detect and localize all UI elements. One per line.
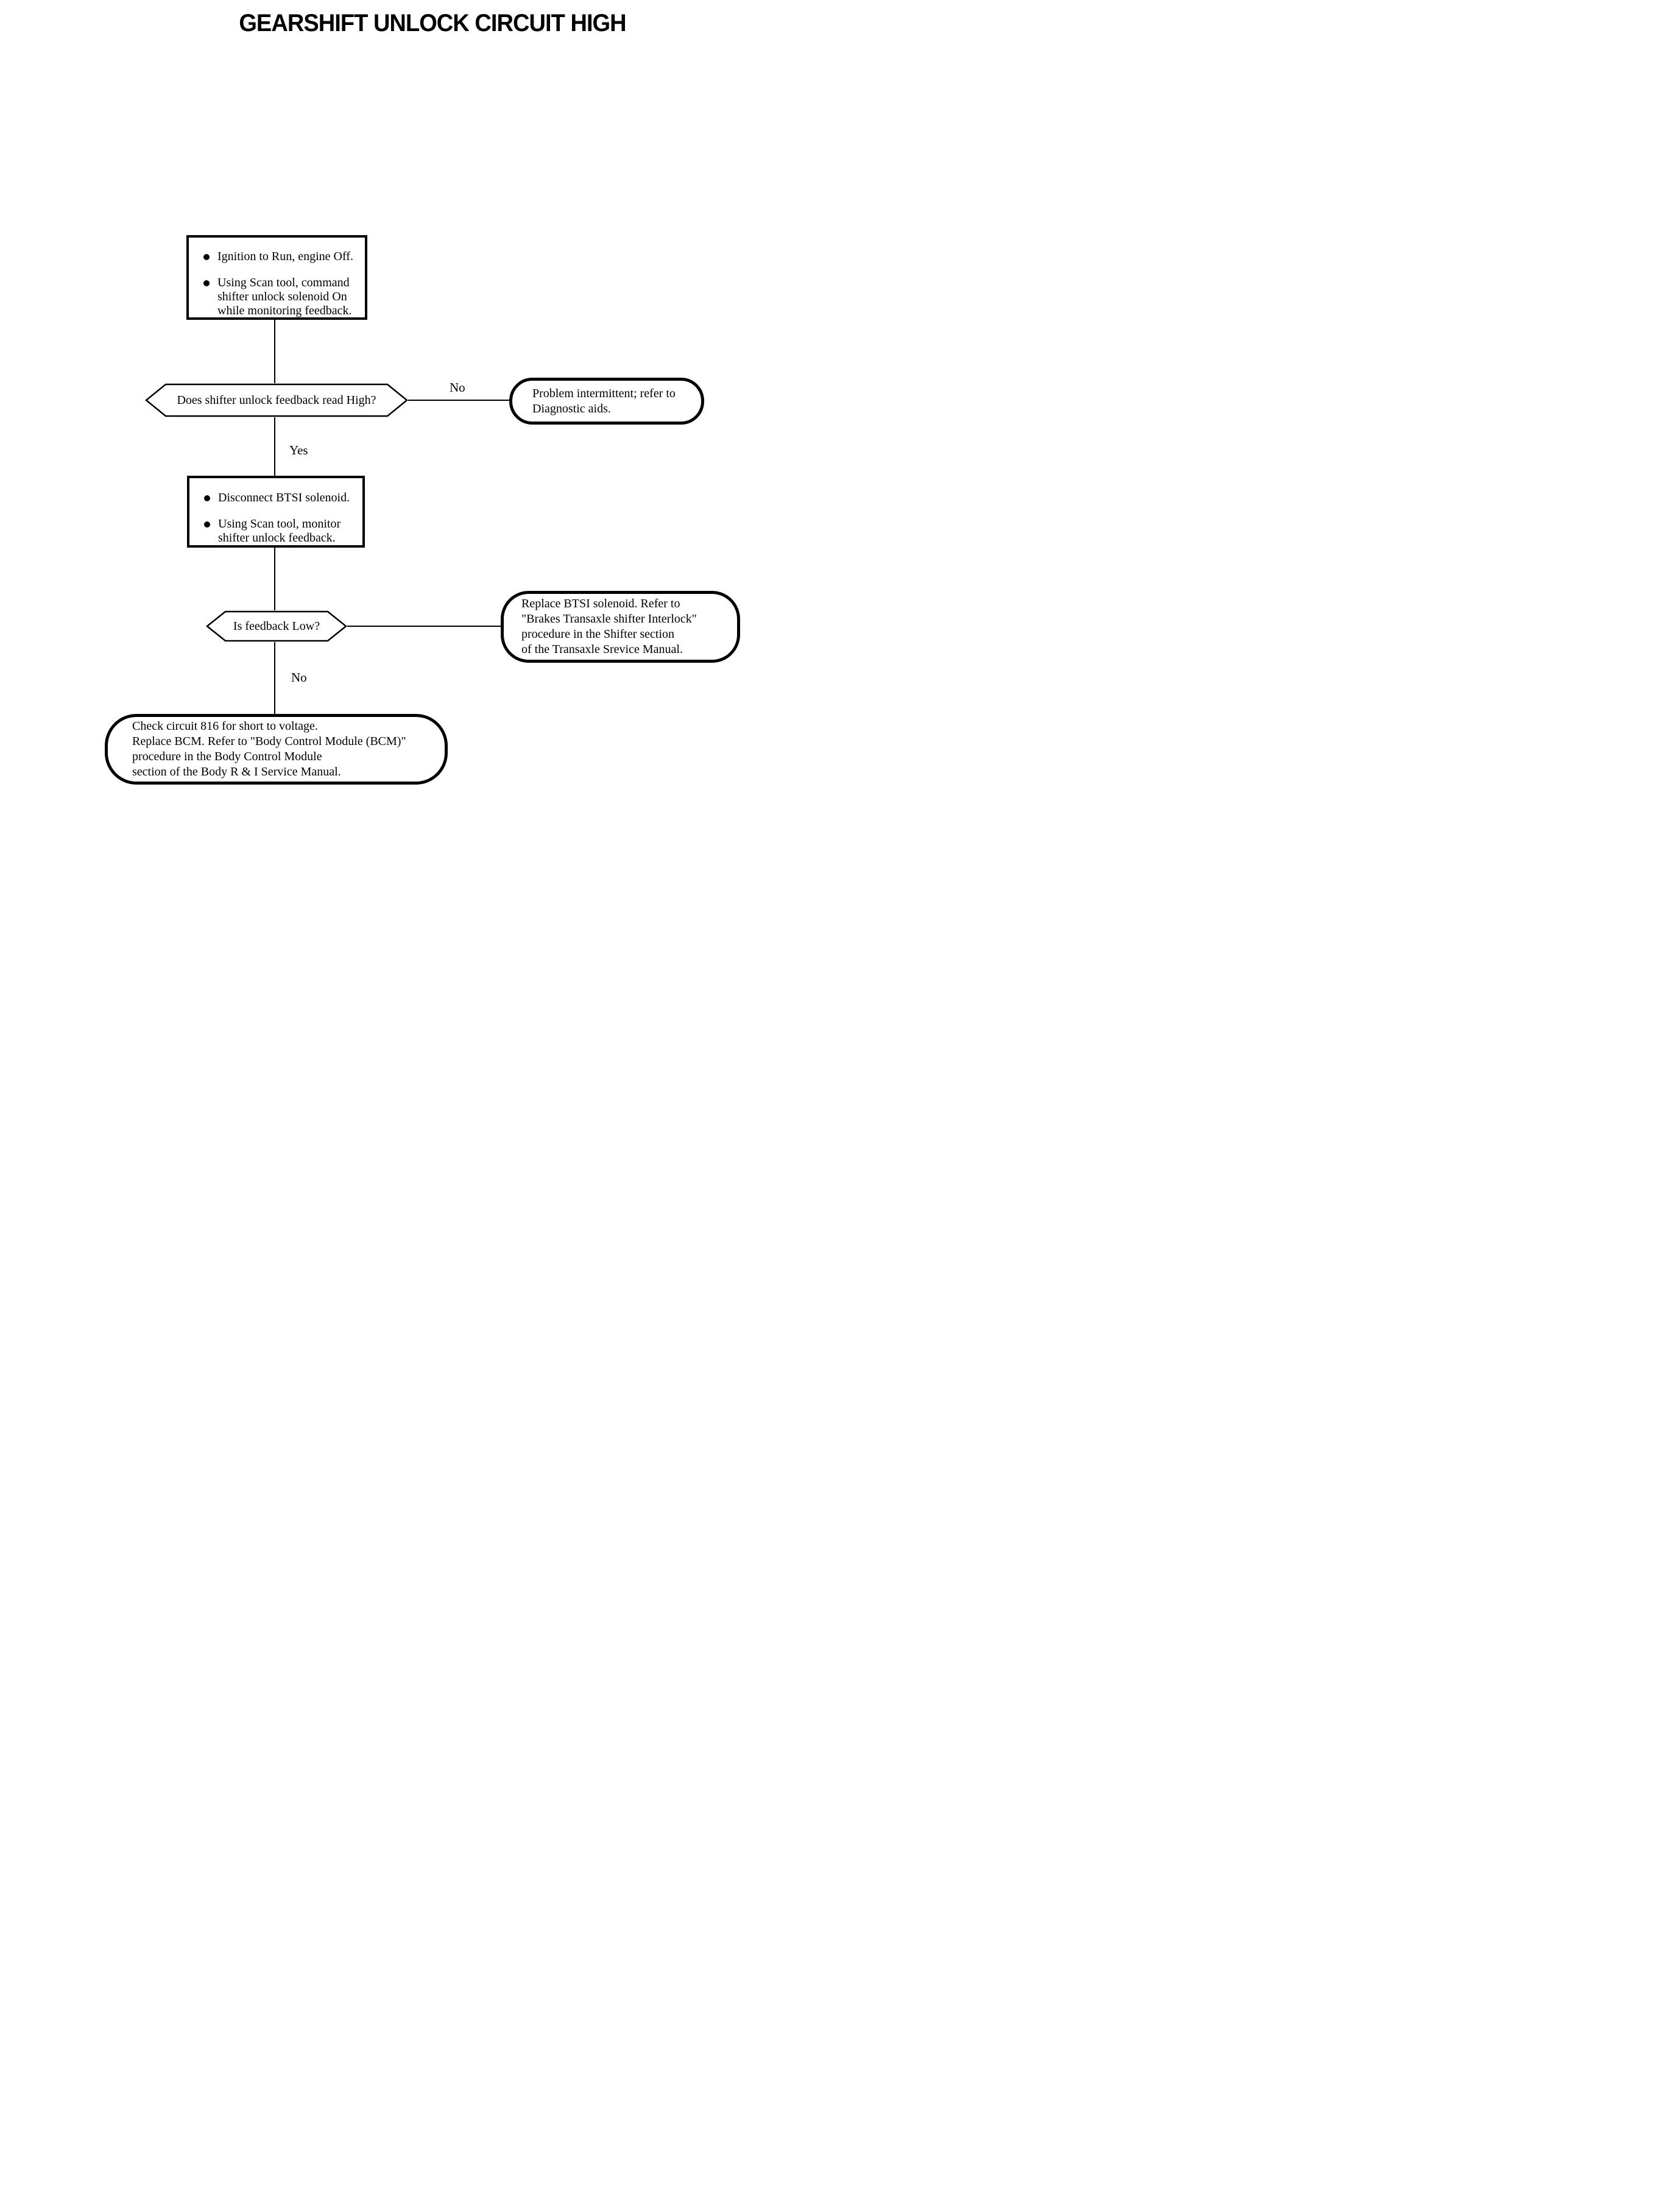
connector-decision1-step2 [274, 417, 275, 476]
bullet-icon [204, 521, 210, 528]
result-capsule-problem-intermittent [509, 378, 704, 425]
step-text-line: shifter unlock solenoid On [217, 290, 347, 303]
decision-question: Does shifter unlock feedback read High? [177, 393, 376, 407]
step-text-line: Using Scan tool, command [217, 276, 350, 289]
result-text-line: Diagnostic aids. [532, 401, 611, 415]
connector-decision2-result2 [347, 626, 501, 627]
list-item [203, 250, 359, 264]
step-text-line: while monitoring feedback. [217, 304, 352, 317]
decision-hexagon-feedback-low [206, 610, 347, 642]
connector-decision2-result3 [274, 642, 275, 714]
result-text-line: section of the Body R & I Service Manual. [132, 765, 341, 778]
result-text-line: of the Transaxle Srevice Manual. [521, 643, 683, 656]
step-text-line: Ignition to Run, engine Off. [217, 250, 353, 263]
bullet-icon [204, 495, 210, 501]
bullet-list [189, 250, 365, 318]
connector-decision1-no [408, 400, 509, 401]
step-text-line: Disconnect BTSI solenoid. [218, 491, 350, 504]
list-item [203, 276, 359, 318]
bullet-icon [203, 254, 210, 260]
page-title: GEARSHIFT UNLOCK CIRCUIT HIGH [239, 10, 626, 37]
result-capsule-check-circuit-816 [105, 714, 448, 785]
branch-label-yes-1: Yes [289, 443, 308, 457]
result-text-line: Replace BCM. Refer to "Body Control Module (BCM)" [132, 735, 406, 748]
result-text-line: procedure in the Shifter section [521, 627, 675, 641]
list-item [204, 491, 356, 505]
bullet-list [189, 491, 362, 545]
connector-step1-decision1 [274, 320, 275, 383]
result-text-line: Problem intermittent; refer to [532, 386, 676, 400]
decision-hexagon-feedback-high [145, 383, 408, 417]
step-box-disconnect-btsi [187, 476, 365, 548]
step-text-line: Using Scan tool, monitor [218, 517, 341, 531]
list-item [204, 517, 356, 545]
result-capsule-replace-btsi [501, 591, 740, 663]
bullet-icon [203, 280, 210, 286]
result-text-line: Check circuit 816 for short to voltage. [132, 719, 318, 733]
branch-label-no-1: No [450, 380, 465, 395]
step-box-initial-setup [186, 235, 367, 320]
result-text-line: procedure in the Body Control Module [132, 750, 322, 763]
connector-step2-decision2 [274, 548, 275, 610]
branch-label-no-2: No [291, 670, 307, 685]
flowchart-page [0, 0, 840, 1105]
result-text-line: "Brakes Transaxle shifter Interlock" [521, 612, 697, 626]
decision-question: Is feedback Low? [233, 619, 320, 633]
step-text-line: shifter unlock feedback. [218, 531, 336, 545]
result-text-line: Replace BTSI solenoid. Refer to [521, 597, 680, 610]
